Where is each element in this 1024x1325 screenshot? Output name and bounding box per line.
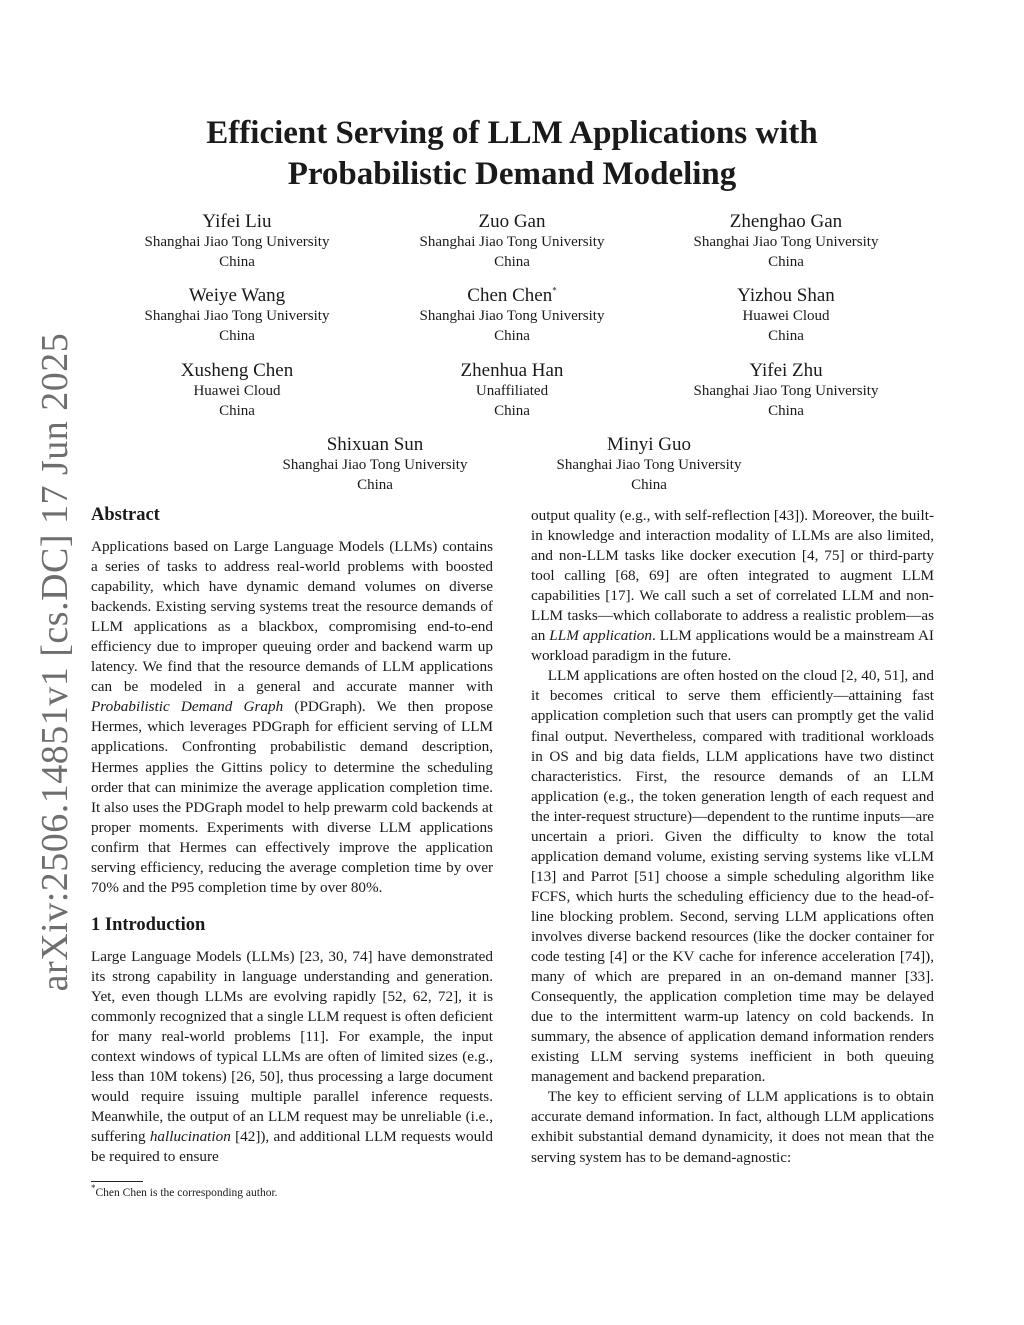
author-affiliation: Shanghai Jiao Tong University [419, 234, 605, 250]
paper-title [112, 113, 912, 195]
author-block [87, 360, 387, 421]
author-block [499, 434, 799, 495]
author-block [636, 360, 936, 421]
intro-text-part: [42]), and additional LLM requests would be required to ensure [91, 1128, 493, 1166]
author-affiliation: Shanghai Jiao Tong University [419, 308, 605, 324]
footnote [91, 1183, 278, 1200]
intro-text-part: . LLM applications would be a mainstream AI workload paradigm in the future. [531, 627, 934, 665]
title-line-1: Efficient Serving of LLM Applications with [206, 115, 818, 151]
author-name: Shixuan Sun [326, 434, 424, 455]
author-block [362, 211, 662, 272]
author-name: Yifei Liu [202, 211, 272, 232]
author-country: China [768, 328, 804, 344]
author-block [87, 285, 387, 346]
intro-text-part: Large Language Models (LLMs) [23, 30, 74] have demonstrated its strong capability in language understanding and generation. Yet, even though LLMs are evolving rapidly [52, 62, 72], it is commonly recognized that a single LLM request is often deficient for many real-world problems [11]. For example, the input context windows of typical LLMs are often of limited sizes (e.g., less than 10M tokens) [26, 50], thus processing a large document would require issuing multiple parallel inference requests. Meanwhile, the output of an LLM request may be unreliable (i.e., suffering [91, 947, 493, 1146]
author-affiliation: Shanghai Jiao Tong University [144, 308, 330, 324]
author-affiliation: Huawei Cloud [193, 383, 281, 399]
intro-term: hallucination [149, 1128, 231, 1146]
author-country: China [219, 254, 255, 270]
author-affiliation: Shanghai Jiao Tong University [556, 457, 742, 473]
author-country: China [219, 328, 255, 344]
abstract-term: Probabilistic Demand Graph [91, 698, 284, 716]
abstract-text-part: Applications based on Large Language Models (LLMs) contains a series of tasks to address real-world problems with boosted capability, which have dynamic demand volumes on diverse backends. Existing serving systems treat the resource demands of LLM applications as a blackbox, compromising end-to-end efficiency due to improper queuing order and backend warm up latency. We find that the resource demands of LLM applications can be modeled in a general and accurate manner with [91, 538, 493, 696]
author-affiliation: Huawei Cloud [742, 308, 830, 324]
author-name: Minyi Guo [607, 434, 691, 455]
author-block [636, 211, 936, 272]
author-block [225, 434, 525, 495]
author-name: Xusheng Chen [180, 360, 294, 381]
author-block [87, 211, 387, 272]
intro-term: LLM application [549, 627, 652, 645]
author-affiliation: Unaffiliated [475, 383, 549, 399]
intro-paragraph-2: LLM applications are often hosted on the cloud [2, 40, 51], and it becomes critical to serve them efficiently—attaining fast application completion such that users can promptly get the valid final output. Nevertheless, compared with traditional workloads in OS and big data fields, LLM applications have two distinct characteristics. First, the resource demands of an LLM application (e.g., the token generation length of each request and the inter-request structure)—dependent to the runtime inputs—are uncertain a priori. Given the difficulty to know the total application demand volume, existing serving systems like vLLM [13] and Parrot [51] choose a simple scheduling algorithm like FCFS, which hurts the scheduling efficiency due to the head-of-line blocking problem. Second, serving LLM applications often involves diverse backend resources (like the docker container for code testing [4] or the KV cache for inference acceleration [74]), many of which are prepared in an on-demand manner [33]. Consequently, the application completion time may be delayed due to the intermittent warm-up latency on cold backends. In summary, the absence of application demand information renders existing LLM serving systems inefficient in both queuing management and backend preparation. [531, 667, 934, 1086]
intro-paragraph-3: The key to efficient serving of LLM applications is to obtain accurate demand information. In fact, although LLM applications exhibit substantial demand dynamicity, it does not mean that the serving system has to be demand-agnostic: [531, 1088, 934, 1166]
author-name: Yizhou Shan [737, 285, 835, 306]
author-affiliation: Shanghai Jiao Tong University [282, 457, 468, 473]
author-country: China [768, 254, 804, 270]
author-country: China [494, 328, 530, 344]
left-column [91, 503, 493, 1167]
intro-paragraph-1-continued [531, 506, 934, 666]
footnote-text: Chen Chen is the corresponding author. [95, 1187, 278, 1199]
author-name: Zuo Gan [478, 211, 546, 232]
introduction-heading: 1 Introduction [91, 914, 206, 935]
author-block [636, 285, 936, 346]
abstract-text [91, 537, 493, 898]
abstract-text-part: (PDGraph). We then propose Hermes, which leverages PDGraph for efficient serving of LLM applications. Confronting probabilistic demand description, Hermes applies the Gittins policy to determine the scheduling order that can minimize the average application completion time. It also uses the PDGraph model to help prewarm cold backends at proper moments. Experiments with diverse LLM applications confirm that Hermes can effectively improve the application serving efficiency, reducing the average completion time by over 70% and the P95 completion time by over 80%. [91, 698, 493, 896]
author-name: Chen Chen [467, 285, 553, 306]
author-country: China [494, 254, 530, 270]
author-block [362, 360, 662, 421]
arxiv-identifier: arXiv:2506.14851v1 [cs.DC] 17 Jun 2025 [34, 332, 76, 992]
author-name: Zhenhua Han [460, 360, 564, 381]
title-line-2: Probabilistic Demand Modeling [287, 156, 737, 192]
author-country: China [631, 477, 667, 493]
author-name: Yifei Zhu [749, 360, 823, 381]
author-block [362, 285, 662, 346]
author-name-with-mark [362, 285, 662, 306]
right-column [531, 506, 934, 1168]
footnote-rule [91, 1181, 143, 1182]
author-country: China [219, 403, 255, 419]
footnote-mark: * [91, 1183, 96, 1194]
author-name: Weiye Wang [188, 285, 286, 306]
author-country: China [494, 403, 530, 419]
abstract-heading: Abstract [91, 505, 160, 525]
author-affiliation: Shanghai Jiao Tong University [144, 234, 330, 250]
corresponding-author-mark: * [552, 285, 557, 296]
author-affiliation: Shanghai Jiao Tong University [693, 234, 879, 250]
intro-paragraph-1 [91, 947, 493, 1168]
author-affiliation: Shanghai Jiao Tong University [693, 383, 879, 399]
intro-text-part: output quality (e.g., with self-reflection [43]). Moreover, the built-in knowledge and interaction modality of LLMs are also limited, and non-LLM tasks like docker execution [4, 75] or third-party tool calling [68, 69] are often integrated to augment LLM capabilities [17]. We call such a set of correlated LLM and non-LLM tasks—which collaborate to address a realistic problem—as an [531, 507, 935, 645]
author-country: China [357, 477, 393, 493]
author-country: China [768, 403, 804, 419]
author-name: Zhenghao Gan [729, 211, 843, 232]
